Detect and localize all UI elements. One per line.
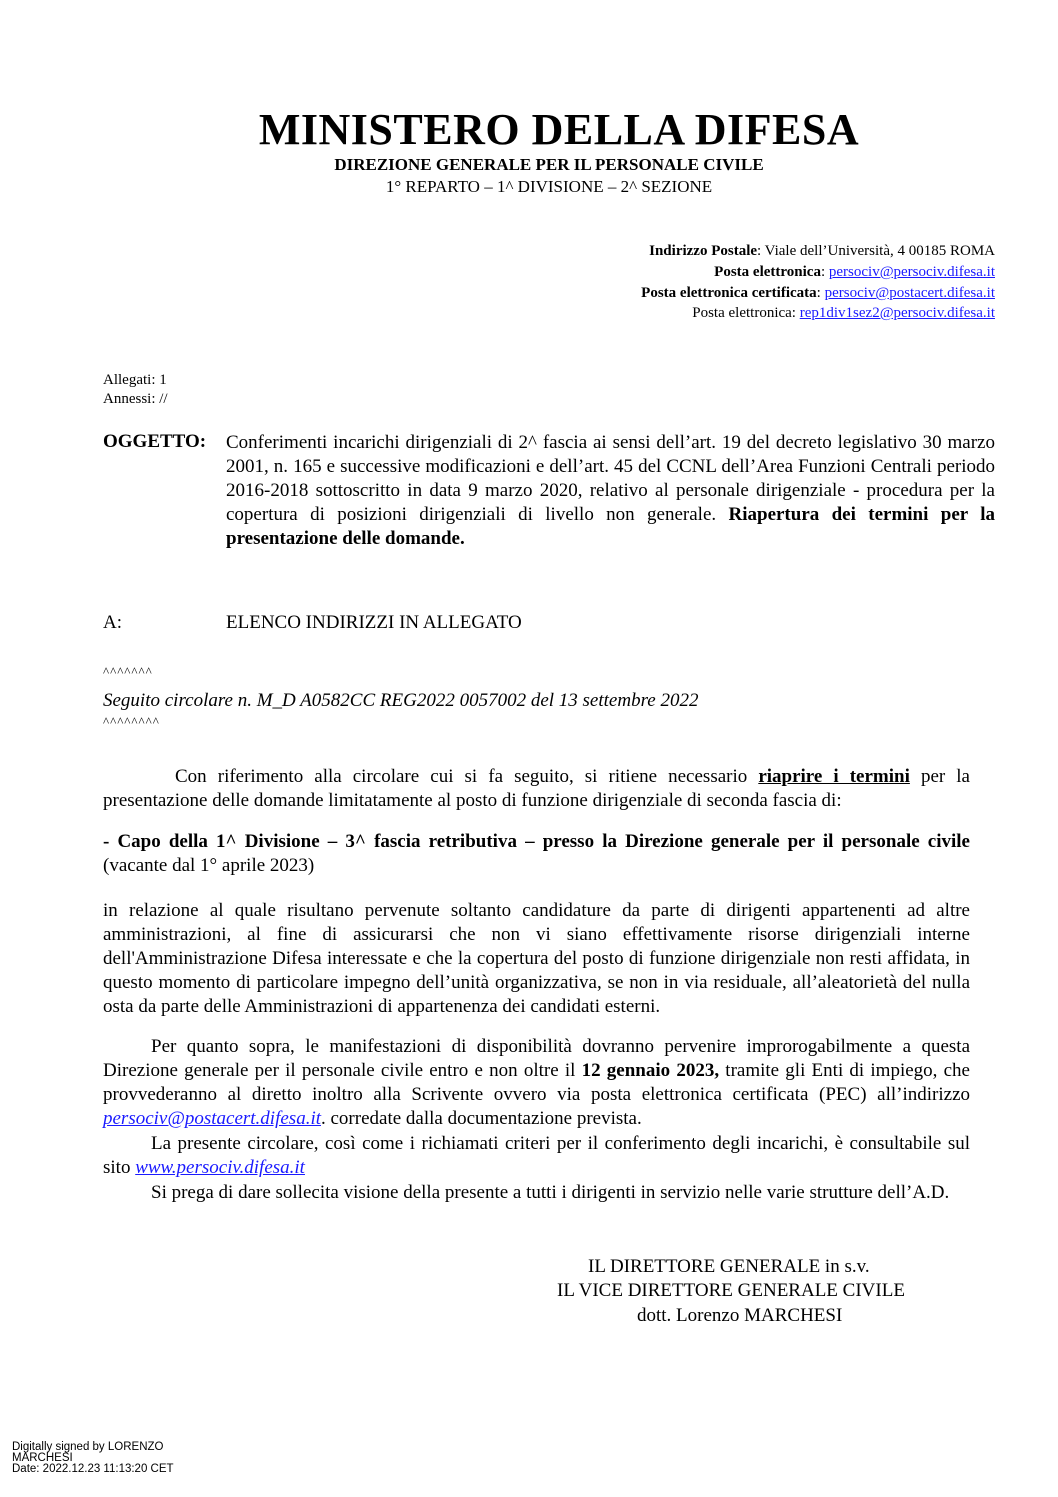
signature-name: dott. Lorenzo MARCHESI xyxy=(637,1305,843,1326)
digital-signature-line-2: MARCHESI xyxy=(12,1452,73,1464)
signature-line-1: IL DIRETTORE GENERALE in s.v. xyxy=(588,1256,870,1277)
caret-line-top: ^^^^^^^ xyxy=(103,664,153,679)
p4-deadline: 12 gennaio 2023, xyxy=(581,1060,720,1081)
pec-link[interactable]: persociv@postacert.difesa.it xyxy=(824,285,995,301)
digital-signature-line-1: Digitally signed by LORENZO xyxy=(12,1441,164,1453)
ministry-title: MINISTERO DELLA DIFESA xyxy=(258,105,860,154)
p1-text: Con riferimento alla circolare cui si fa seguito, si ritiene necessario xyxy=(175,766,759,787)
p4-text-mid: tramite gli Enti di impiego, che provvederanno al diretto inoltro alla Scrivente ovvero via posta elettronica certificata (PEC) all’indirizzo xyxy=(103,1060,970,1105)
recipient-text: ELENCO INDIRIZZI IN ALLEGATO xyxy=(226,612,522,633)
paragraph-5 xyxy=(103,1132,970,1180)
paragraph-position xyxy=(103,830,970,878)
recipient-label: A: xyxy=(103,612,122,633)
postal-value: : Viale dell’Università, 4 00185 ROMA xyxy=(757,243,995,259)
email2-contact xyxy=(692,305,995,322)
reference-line: Seguito circolare n. M_D A0582CC REG2022 0057002 del 13 settembre 2022 xyxy=(103,690,699,711)
caret-line-bottom: ^^^^^^^^ xyxy=(103,714,160,729)
signature-line-2: IL VICE DIRETTORE GENERALE CIVILE xyxy=(557,1280,905,1301)
pec-address-link[interactable]: persociv@postacert.difesa.it xyxy=(103,1108,321,1129)
division-name: 1° REPARTO – 1^ DIVISIONE – 2^ SEZIONE xyxy=(385,177,713,196)
postal-label: Indirizzo Postale xyxy=(649,243,758,259)
pec-sep: : xyxy=(816,285,825,301)
p5-text: La presente circolare, così come i richiamati criteri per il conferimento degli incarichi, è consultabile sul sito xyxy=(103,1133,970,1178)
paragraph-4 xyxy=(103,1035,970,1131)
pec-contact xyxy=(641,285,995,302)
paragraph-1 xyxy=(103,765,970,813)
p4-text-end: . corredate dalla documentazione prevista. xyxy=(321,1108,642,1129)
website-link[interactable]: www.persociv.difesa.it xyxy=(135,1157,305,1178)
subject-label: OGGETTO: xyxy=(103,431,207,452)
digital-signature-date: Date: 2022.12.23 11:13:20 CET xyxy=(12,1463,174,1475)
email2-label: Posta elettronica: xyxy=(692,305,800,321)
subject-body: Conferimenti incarichi dirigenziali di 2^ fascia ai sensi dell’art. 19 del decreto legislativo 30 marzo 2001, n. 165 e successive modificazioni e dell’art. 45 del CCNL dell’Area Funzioni Centrali periodo 2016-2018 sottoscritto in data 9 marzo 2020, relativo al personale dirigenziale - procedura per la copertura di posizioni dirigenziali di livello non generale. xyxy=(226,432,995,525)
email-sep: : xyxy=(820,264,829,280)
p4-text: Per quanto sopra, le manifestazioni di disponibilità dovranno pervenire improrogabilmente a questa Direzione generale per il personale civile entro e non oltre il xyxy=(103,1036,970,1081)
paragraph-3: in relazione al quale risultano pervenute soltanto candidature da parte di dirigenti appartenenti ad altre amministrazioni, al fine di assicurarsi che non vi siano effettivamente risorse dirigenziali interne dell'Amministrazione Difesa interessate e che la copertura del posto di funzione dirigenziale non resti affidata, in questo momento di particolare impegno dell’unità organizzativa, se non in via residuale, all’aleatorietà del nulla osta da parte delle Amministrazioni di appartenenza dei candidati esterni. xyxy=(103,900,970,1017)
email-contact xyxy=(714,264,995,281)
pec-label: Posta elettronica certificata xyxy=(641,285,817,301)
p1-emphasis: riaprire i termini xyxy=(758,766,910,787)
postal-address xyxy=(649,243,995,260)
allegati: Allegati: 1 xyxy=(103,372,167,388)
email-label: Posta elettronica xyxy=(714,264,821,280)
department-name: DIREZIONE GENERALE PER IL PERSONALE CIVILE xyxy=(334,155,764,174)
email-link[interactable]: persociv@persociv.difesa.it xyxy=(828,264,995,280)
annessi: Annessi: // xyxy=(103,391,168,407)
paragraph-6: Si prega di dare sollecita visione della presente a tutti i dirigenti in servizio nelle varie strutture dell’A.D. xyxy=(151,1182,950,1203)
subject-text xyxy=(226,431,995,551)
position-title: - Capo della 1^ Divisione – 3^ fascia retributiva – presso la Direzione generale per il personale civile xyxy=(103,831,970,852)
email2-link[interactable]: rep1div1sez2@persociv.difesa.it xyxy=(799,305,995,321)
subject-bold: Riapertura dei termini per la presentazione delle domande. xyxy=(226,504,995,549)
p1-text-end: per la presentazione delle domande limitatamente al posto di funzione dirigenziale di seconda fascia di: xyxy=(103,766,970,811)
position-note: (vacante dal 1° aprile 2023) xyxy=(103,855,315,876)
